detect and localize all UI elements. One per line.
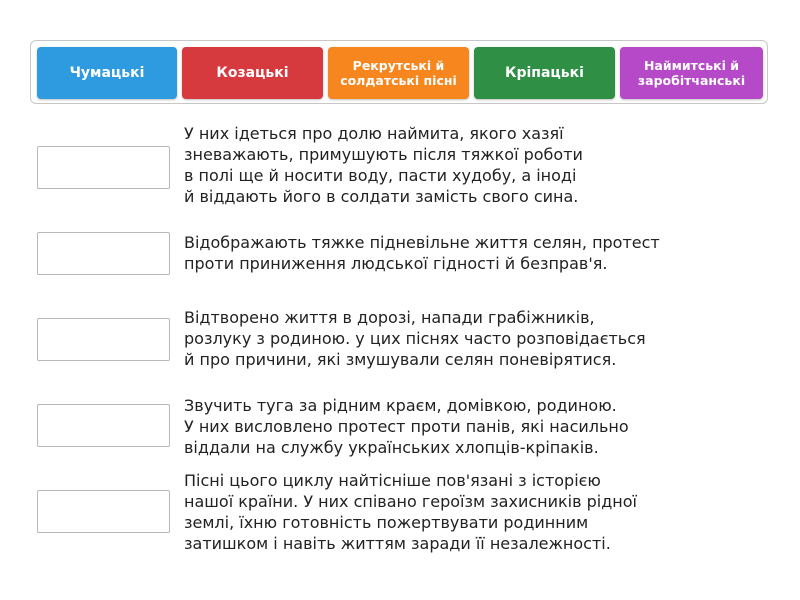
tile-naimytski[interactable] bbox=[620, 47, 763, 99]
tile-kozatski[interactable] bbox=[182, 47, 323, 99]
description-5: Пісні цього циклу найтісніше пов'язані з історією нашої країни. У них співано героїзм захисників рідної землі, їхню готовність пожертвувати родинним затишком і навіть життям заради її незалежності. bbox=[184, 471, 637, 553]
drop-zone-1[interactable] bbox=[37, 146, 170, 189]
description-2: Відображають тяжке підневільне життя селян, протест проти приниження людської гідності й безправ'я. bbox=[184, 233, 660, 273]
tile-label: Козацькі bbox=[216, 65, 289, 81]
tile-label: Кріпацькі bbox=[505, 65, 584, 81]
tile-label: Чумацькі bbox=[69, 65, 145, 81]
tile-label: Наймитські й заробітчанські bbox=[637, 58, 746, 88]
description-3: Відтворено життя в дорозі, напади грабіжників, розлуку з родиною. у цих піснях часто розповідається й про причини, які змушували селян поневірятися. bbox=[184, 308, 646, 369]
answer-bank bbox=[30, 40, 768, 104]
tile-rekrutski[interactable] bbox=[328, 47, 469, 99]
drop-zone-2[interactable] bbox=[37, 232, 170, 275]
drop-zone-5[interactable] bbox=[37, 490, 170, 533]
drop-zone-4[interactable] bbox=[37, 404, 170, 447]
description-1: У них ідеться про долю наймита, якого хазяї зневажають, примушують після тяжкої роботи в полі ще й носити воду, пасти худобу, а іноді й віддають його в солдати замість свого сина. bbox=[184, 124, 583, 206]
tile-label: Рекрутські й солдатські пісні bbox=[340, 58, 457, 88]
description-4: Звучить туга за рідним краєм, домівкою, родиною. У них висловлено протест проти панів, які насильно віддали на службу українських хлопців-кріпаків. bbox=[184, 396, 629, 457]
tile-kripatski[interactable] bbox=[474, 47, 615, 99]
tile-chumatski[interactable] bbox=[37, 47, 177, 99]
drop-zone-3[interactable] bbox=[37, 318, 170, 361]
